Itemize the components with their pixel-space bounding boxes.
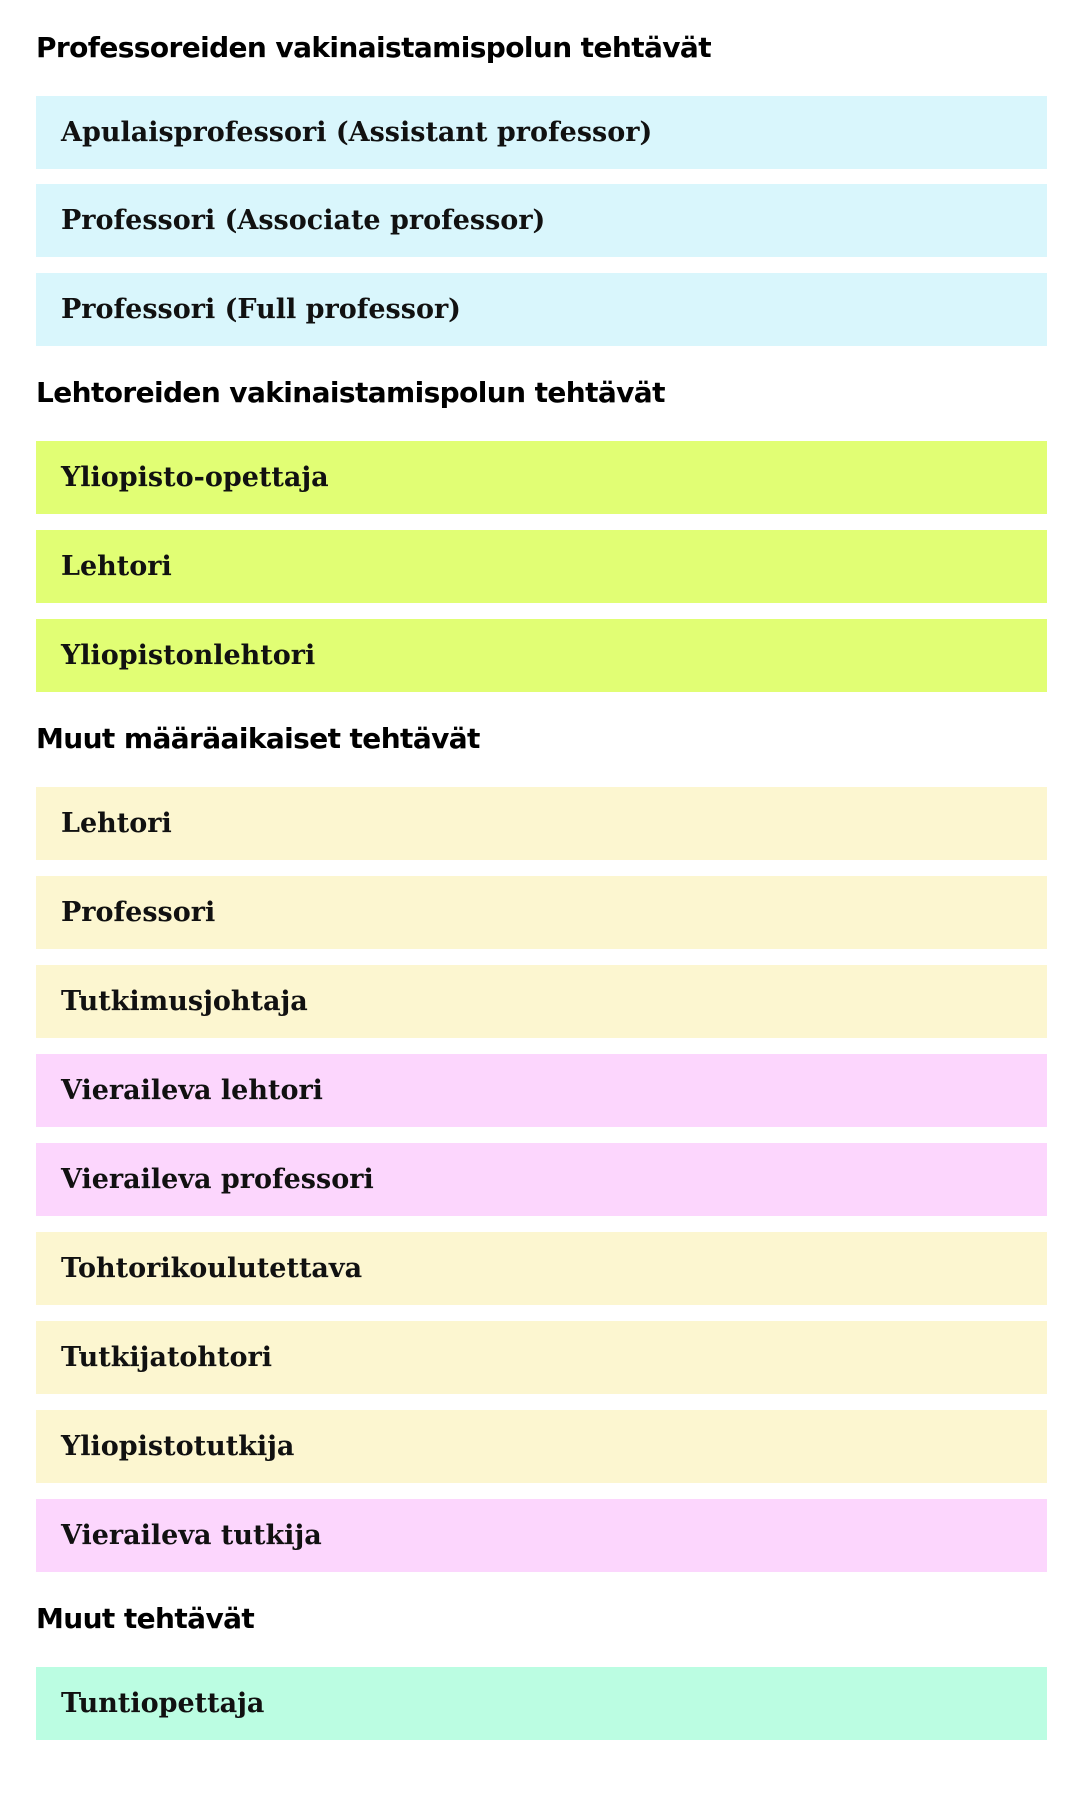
list-item[interactable]: Yliopistotutkija bbox=[36, 1410, 1047, 1483]
list-item[interactable]: Lehtori bbox=[36, 530, 1047, 603]
list-item[interactable]: Tutkijatohtori bbox=[36, 1321, 1047, 1394]
section-professor-track bbox=[36, 30, 1047, 66]
section-title: Muut määräaikaiset tehtävät bbox=[36, 722, 480, 755]
section-other bbox=[36, 1601, 1047, 1637]
list-item[interactable]: Tuntiopettaja bbox=[36, 1667, 1047, 1740]
list-item[interactable]: Yliopistonlehtori bbox=[36, 619, 1047, 692]
list-item[interactable]: Professori (Full professor) bbox=[36, 273, 1047, 346]
list-item[interactable]: Vieraileva professori bbox=[36, 1143, 1047, 1216]
list-item[interactable]: Professori (Associate professor) bbox=[36, 184, 1047, 257]
list-item[interactable]: Professori bbox=[36, 876, 1047, 949]
list-item[interactable]: Vieraileva tutkija bbox=[36, 1499, 1047, 1572]
list-item[interactable]: Lehtori bbox=[36, 787, 1047, 860]
list-item[interactable]: Yliopisto-opettaja bbox=[36, 441, 1047, 514]
section-title: Muut tehtävät bbox=[36, 1602, 255, 1635]
section-title: Professoreiden vakinaistamispolun tehtävät bbox=[36, 31, 712, 64]
section-title: Lehtoreiden vakinaistamispolun tehtävät bbox=[36, 376, 665, 409]
list-item[interactable]: Tohtorikoulutettava bbox=[36, 1232, 1047, 1305]
section-lecturer-track bbox=[36, 375, 1047, 411]
list-item[interactable]: Tutkimusjohtaja bbox=[36, 965, 1047, 1038]
list-item[interactable]: Vieraileva lehtori bbox=[36, 1054, 1047, 1127]
list-item[interactable]: Apulaisprofessori (Assistant professor) bbox=[36, 96, 1047, 169]
section-fixed-term bbox=[36, 721, 1047, 757]
